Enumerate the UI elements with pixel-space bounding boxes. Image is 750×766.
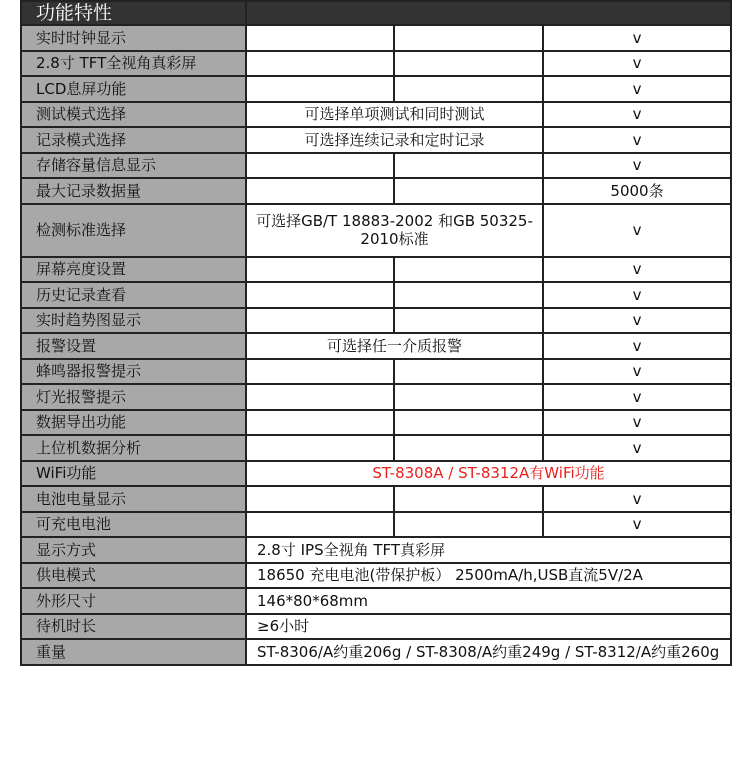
blank-cell — [394, 153, 543, 179]
feature-label: 外形尺寸 — [21, 588, 246, 614]
feature-label: 测试模式选择 — [21, 102, 246, 128]
table-row — [21, 333, 731, 359]
table-row — [21, 435, 731, 461]
blank-cell — [394, 308, 543, 334]
feature-value: ST-8306/A约重206g / ST-8308/A约重249g / ST-8312/A约重260g — [246, 639, 731, 665]
feature-table — [20, 0, 732, 666]
feature-label: 实时时钟显示 — [21, 25, 246, 51]
blank-cell — [394, 51, 543, 77]
blank-cell — [246, 257, 394, 283]
blank-cell — [394, 359, 543, 385]
table-row — [21, 51, 731, 77]
blank-cell — [246, 359, 394, 385]
table-row — [21, 127, 731, 153]
table-row — [21, 76, 731, 102]
table-header — [21, 1, 731, 25]
feature-label: 可充电电池 — [21, 512, 246, 538]
feature-check: v — [543, 282, 731, 308]
table-row — [21, 639, 731, 665]
feature-value: 18650 充电电池(带保护板） 2500mA/h,USB直流5V/2A — [246, 563, 731, 589]
feature-label: 历史记录查看 — [21, 282, 246, 308]
feature-check: 5000条 — [543, 178, 731, 204]
feature-option: 可选择连续记录和定时记录 — [246, 127, 543, 153]
blank-cell — [246, 410, 394, 436]
table-row — [21, 614, 731, 640]
feature-check: v — [543, 359, 731, 385]
blank-cell — [246, 25, 394, 51]
blank-cell — [394, 178, 543, 204]
blank-cell — [246, 308, 394, 334]
table-row — [21, 461, 731, 487]
feature-label: 电池电量显示 — [21, 486, 246, 512]
blank-cell — [394, 384, 543, 410]
feature-check: v — [543, 410, 731, 436]
feature-label: 灯光报警提示 — [21, 384, 246, 410]
feature-check: v — [543, 51, 731, 77]
table-row — [21, 359, 731, 385]
feature-label: 待机时长 — [21, 614, 246, 640]
blank-cell — [246, 178, 394, 204]
table-row — [21, 308, 731, 334]
blank-cell — [394, 76, 543, 102]
feature-check: v — [543, 25, 731, 51]
feature-check: v — [543, 102, 731, 128]
feature-label: 屏幕亮度设置 — [21, 257, 246, 283]
blank-cell — [246, 435, 394, 461]
table-row — [21, 204, 731, 257]
table-row — [21, 178, 731, 204]
blank-cell — [394, 410, 543, 436]
blank-cell — [246, 512, 394, 538]
blank-cell — [394, 257, 543, 283]
feature-value: ST-8308A / ST-8312A有WiFi功能 — [246, 461, 731, 487]
blank-cell — [394, 25, 543, 51]
table-row — [21, 512, 731, 538]
table-row — [21, 384, 731, 410]
table-row — [21, 282, 731, 308]
blank-cell — [246, 153, 394, 179]
feature-label: WiFi功能 — [21, 461, 246, 487]
blank-cell — [246, 51, 394, 77]
blank-cell — [246, 384, 394, 410]
feature-value: ≥6小时 — [246, 614, 731, 640]
feature-label: 记录模式选择 — [21, 127, 246, 153]
feature-label: LCD息屏功能 — [21, 76, 246, 102]
header-blank — [246, 1, 731, 25]
feature-option: 可选择单项测试和同时测试 — [246, 102, 543, 128]
feature-check: v — [543, 308, 731, 334]
feature-check: v — [543, 153, 731, 179]
feature-label: 上位机数据分析 — [21, 435, 246, 461]
header-title: 功能特性 — [21, 1, 246, 25]
feature-value: 146*80*68mm — [246, 588, 731, 614]
blank-cell — [246, 76, 394, 102]
feature-option: 可选择任一介质报警 — [246, 333, 543, 359]
table-row — [21, 537, 731, 563]
feature-label: 存储容量信息显示 — [21, 153, 246, 179]
blank-cell — [394, 282, 543, 308]
table-row — [21, 102, 731, 128]
feature-option: 可选择GB/T 18883-2002 和GB 50325-2010标准 — [246, 204, 543, 257]
feature-check: v — [543, 76, 731, 102]
blank-cell — [394, 435, 543, 461]
blank-cell — [394, 512, 543, 538]
feature-label: 检测标准选择 — [21, 204, 246, 257]
feature-label: 报警设置 — [21, 333, 246, 359]
feature-label: 实时趋势图显示 — [21, 308, 246, 334]
table-row — [21, 153, 731, 179]
feature-label: 2.8寸 TFT全视角真彩屏 — [21, 51, 246, 77]
table-row — [21, 486, 731, 512]
table-row — [21, 25, 731, 51]
feature-check: v — [543, 333, 731, 359]
blank-cell — [246, 282, 394, 308]
table-row — [21, 410, 731, 436]
table-row — [21, 588, 731, 614]
table-row — [21, 563, 731, 589]
feature-check: v — [543, 512, 731, 538]
feature-check: v — [543, 204, 731, 257]
feature-check: v — [543, 127, 731, 153]
feature-label: 蜂鸣器报警提示 — [21, 359, 246, 385]
blank-cell — [394, 486, 543, 512]
feature-value: 2.8寸 IPS全视角 TFT真彩屏 — [246, 537, 731, 563]
feature-label: 显示方式 — [21, 537, 246, 563]
feature-label: 供电模式 — [21, 563, 246, 589]
table-row — [21, 257, 731, 283]
blank-cell — [246, 486, 394, 512]
feature-check: v — [543, 257, 731, 283]
feature-label: 最大记录数据量 — [21, 178, 246, 204]
feature-check: v — [543, 384, 731, 410]
feature-label: 数据导出功能 — [21, 410, 246, 436]
feature-check: v — [543, 435, 731, 461]
feature-check: v — [543, 486, 731, 512]
feature-label: 重量 — [21, 639, 246, 665]
